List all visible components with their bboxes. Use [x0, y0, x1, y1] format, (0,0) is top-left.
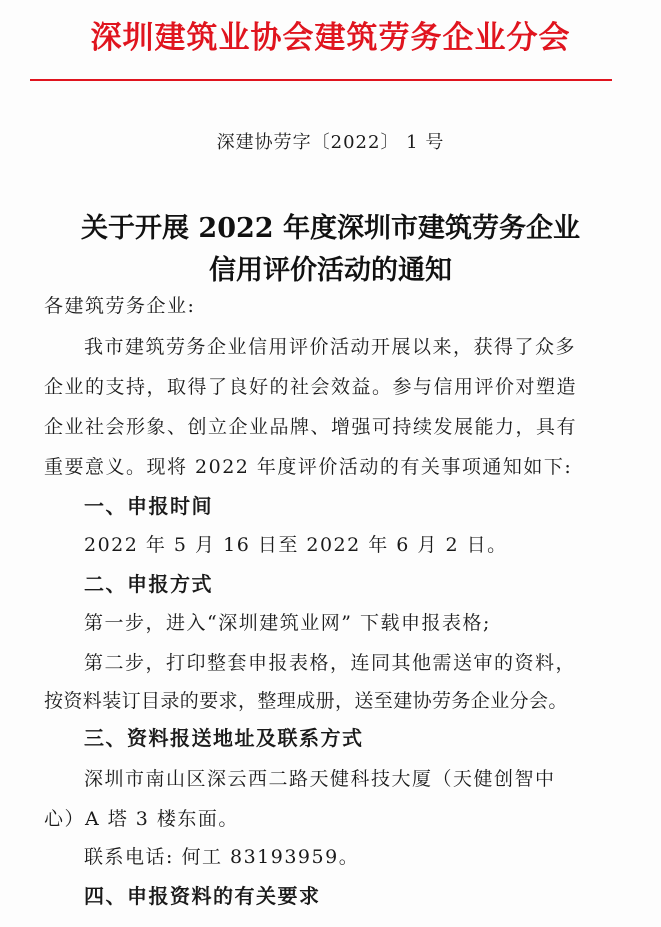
document-title-line-2: 信用评价活动的通知 [209, 255, 452, 286]
document-number: 深建协劳字〔2022〕 1 号 [216, 132, 445, 153]
section-3-line: 深圳市南山区深云西二路天健科技大厦（天健创智中 [84, 768, 556, 790]
section-heading-3: 三、资料报送地址及联系方式 [84, 726, 364, 750]
organization-header: 深圳建筑业协会建筑劳务企业分会 [90, 20, 571, 56]
intro-line: 企业社会形象、创立企业品牌、增强可持续发展能力，具有 [44, 416, 578, 438]
section-1-line: 2022 年 5 月 16 日至 2022 年 6 月 2 日。 [84, 534, 508, 556]
section-heading-1: 一、申报时间 [84, 494, 213, 518]
intro-line: 重要意义。现将 2022 年度评价活动的有关事项通知如下: [44, 456, 573, 478]
section-3-line: 联系电话: 何工 83193959。 [84, 846, 360, 868]
section-3-line: 心）A 塔 3 楼东面。 [44, 808, 239, 830]
section-2-line: 第二步，打印整套申报表格，连同其他需送审的资料， [84, 652, 577, 674]
header-divider [30, 79, 612, 81]
document-title-line-1: 关于开展 2022 年度深圳市建筑劳务企业 [81, 213, 580, 244]
intro-line: 企业的支持，取得了良好的社会效益。参与信用评价对塑造 [44, 376, 578, 398]
intro-line: 我市建筑劳务企业信用评价活动开展以来，获得了众多 [84, 336, 577, 358]
section-2-line: 按资料装订目录的要求，整理成册，送至建协劳务企业分会。 [44, 690, 568, 712]
section-heading-2: 二、申报方式 [84, 572, 213, 596]
section-2-line: 第一步，进入“深圳建筑业网” 下载申报表格; [84, 612, 491, 634]
salutation: 各建筑劳务企业: [44, 295, 196, 317]
section-heading-4: 四、申报资料的有关要求 [84, 884, 321, 908]
